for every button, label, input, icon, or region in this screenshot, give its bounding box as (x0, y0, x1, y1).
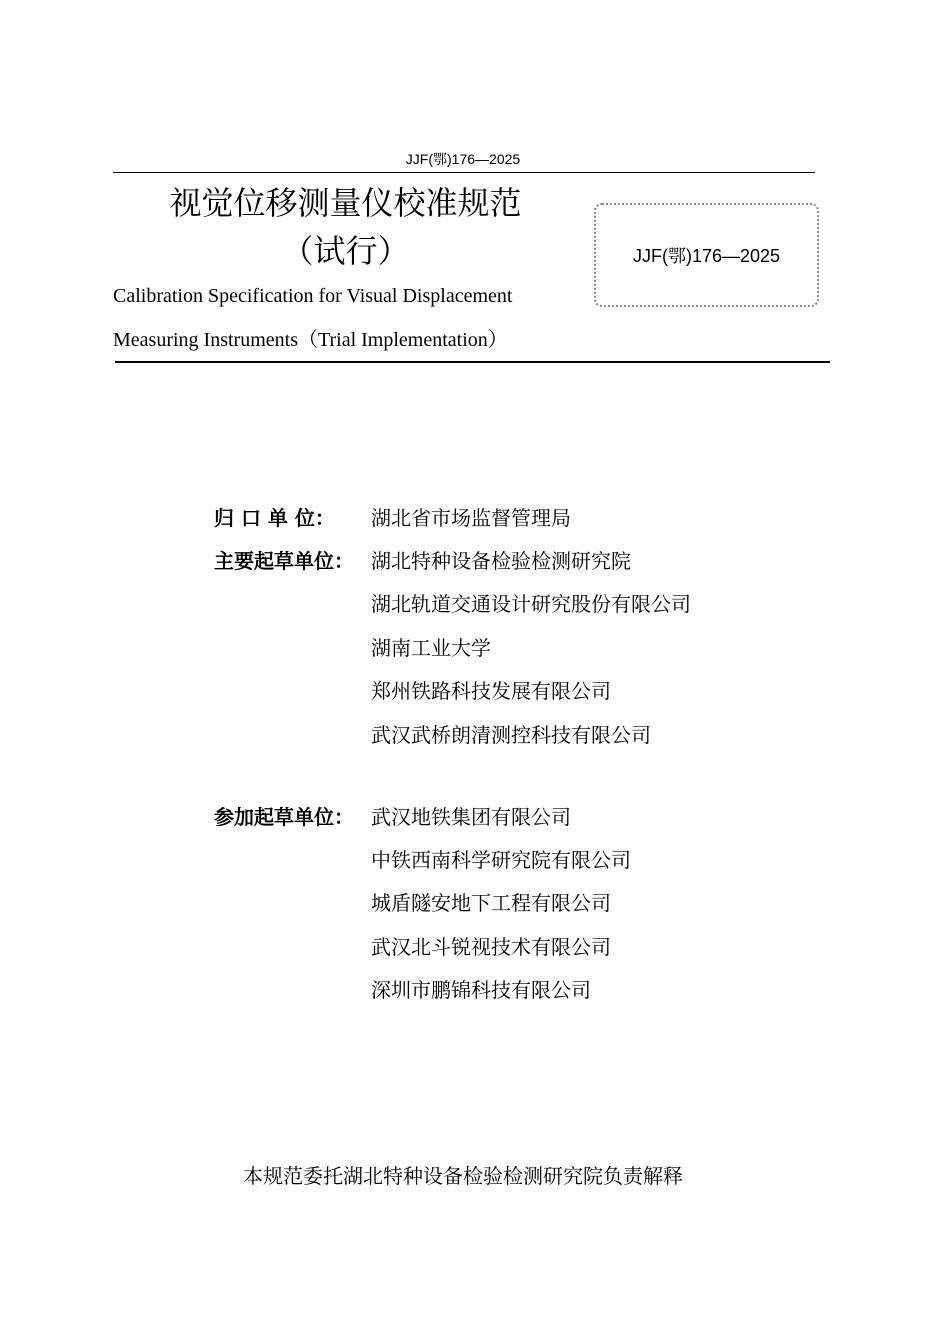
english-title-line2: Measuring Instruments（Trial Implementation） (113, 329, 508, 351)
participating-drafter: 深圳市鹏锦科技有限公司 (371, 978, 591, 1002)
code-box (594, 203, 819, 307)
participating-drafter: 武汉北斗锐视技术有限公司 (371, 935, 611, 959)
main-drafter: 湖北轨道交通设计研究股份有限公司 (371, 592, 691, 616)
participating-drafter: 城盾隧安地下工程有限公司 (371, 891, 611, 915)
header-code: JJF(鄂)176—2025 (405, 151, 521, 167)
interpretation-note: 本规范委托湖北特种设备检验检测研究院负责解释 (243, 1164, 683, 1188)
main-drafter: 武汉武桥朗清测控科技有限公司 (371, 723, 651, 747)
bottom-rule (115, 361, 830, 363)
participating-drafter: 中铁西南科学研究院有限公司 (371, 848, 631, 872)
document-title: 视觉位移测量仪校准规范 (169, 184, 522, 222)
participating-drafter: 武汉地铁集团有限公司 (371, 805, 571, 829)
top-rule (113, 172, 815, 173)
participating-drafting-label: 参加起草单位： (214, 805, 354, 829)
responsible-unit-label: 归 口 单 位： (214, 506, 335, 530)
main-drafter: 湖南工业大学 (371, 636, 491, 660)
box-code: JJF(鄂)176—2025 (632, 246, 781, 266)
main-drafting-label: 主要起草单位： (214, 549, 354, 573)
english-title-line1: Calibration Specification for Visual Displacement (113, 285, 513, 307)
main-drafter: 湖北特种设备检验检测研究院 (371, 549, 631, 573)
responsible-unit: 湖北省市场监督管理局 (371, 506, 571, 530)
document-subtitle: （试行） (281, 232, 410, 270)
main-drafter: 郑州铁路科技发展有限公司 (371, 679, 611, 703)
